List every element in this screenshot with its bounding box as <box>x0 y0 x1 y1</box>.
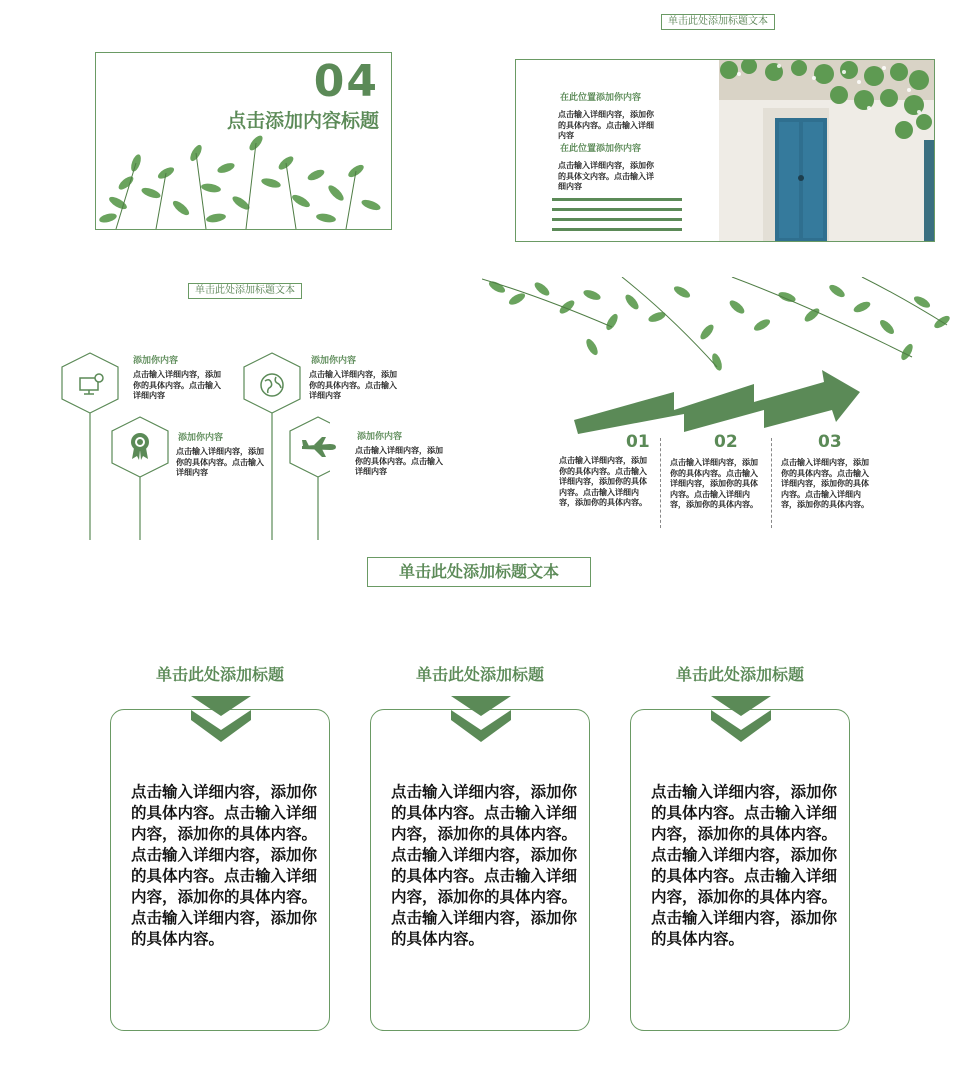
award-badge-icon <box>128 431 152 461</box>
panel2 <box>370 709 590 1031</box>
panel2-text: 点击输入详细内容，添加你的具体内容。点击输入详细内容，添加你的具体内容。点击输入详细内容，添加你的具体内容。点击输入详细内容，添加你的具体内容。点击输入详细内容，添加你的具体内容。 <box>391 783 578 948</box>
monitor-chat-icon <box>78 372 104 396</box>
block2-text: 点击输入详细内容，添加你的具体文内容。点击输入详细内容 <box>558 161 654 191</box>
zigzag-arrow <box>574 370 864 434</box>
step1-text: 点击输入详细内容，添加你的具体内容。点击输入详细内容，添加你的具体内容。点击输入详细内容，添加你的具体内容。 <box>559 456 647 507</box>
block2-heading: 在此位置添加你内容 <box>560 144 642 154</box>
slide5-title[interactable]: 单击此处添加标题文本 <box>367 557 591 587</box>
slide2-title-tag[interactable]: 单击此处添加标题文本 <box>661 14 775 30</box>
section-title: 点击添加内容标题 <box>226 110 379 132</box>
globe-icon <box>259 372 285 398</box>
slide-section-cover <box>95 52 392 230</box>
panel3-text: 点击输入详细内容，添加你的具体内容。点击输入详细内容，添加你的具体内容。点击输入详细内容，添加你的具体内容。点击输入详细内容，添加你的具体内容。点击输入详细内容，添加你的具体内容。 <box>651 783 838 948</box>
slide3-title-tag[interactable]: 单击此处添加标题文本 <box>188 283 302 299</box>
step2-number: 02 <box>714 432 738 452</box>
chevron-down-icon <box>191 696 251 742</box>
item3-text: 点击输入详细内容，添加你的具体内容。点击输入详细内容 <box>176 447 264 477</box>
hanging-leaves <box>482 277 952 377</box>
block1-text: 点击输入详细内容，添加你的具体内容。点击输入详细内容 <box>558 110 654 140</box>
item1-heading: 添加你内容 <box>133 356 179 366</box>
item4-heading: 添加你内容 <box>357 432 403 442</box>
step-divider <box>660 438 661 528</box>
panel1-text: 点击输入详细内容，添加你的具体内容。点击输入详细内容，添加你的具体内容。点击输入详细内容，添加你的具体内容。点击输入详细内容，添加你的具体内容。点击输入详细内容，添加你的具体内容。 <box>131 783 318 948</box>
decorative-lines <box>552 198 682 231</box>
chevron-down-icon <box>451 696 511 742</box>
panel1 <box>110 709 330 1031</box>
panel3-title: 单击此处添加标题 <box>675 665 804 684</box>
panel1-title: 单击此处添加标题 <box>155 665 284 684</box>
panel2-title: 单击此处添加标题 <box>415 665 544 684</box>
slide-photo-text <box>515 59 935 242</box>
airplane-icon <box>300 436 338 458</box>
step3-number: 03 <box>818 432 842 452</box>
item3-heading: 添加你内容 <box>178 433 224 443</box>
step2-text: 点击输入详细内容，添加你的具体内容。点击输入详细内容，添加你的具体内容。点击输入详细内容，添加你的具体内容。 <box>670 458 758 509</box>
step3-text: 点击输入详细内容，添加你的具体内容。点击输入详细内容，添加你的具体内容。点击输入详细内容，添加你的具体内容。 <box>781 458 869 509</box>
door-photo <box>719 60 934 241</box>
item1-text: 点击输入详细内容，添加你的具体内容。点击输入详细内容 <box>133 370 221 400</box>
chevron-down-icon <box>711 696 771 742</box>
step1-number: 01 <box>626 432 650 452</box>
section-number: 04 <box>313 56 379 107</box>
block1-heading: 在此位置添加你内容 <box>560 93 642 103</box>
item2-text: 点击输入详细内容，添加你的具体内容。点击输入详细内容 <box>309 370 397 400</box>
step-divider <box>771 438 772 528</box>
item4-text: 点击输入详细内容，添加你的具体内容。点击输入详细内容 <box>355 446 443 476</box>
item2-heading: 添加你内容 <box>311 356 357 366</box>
panel3 <box>630 709 850 1031</box>
